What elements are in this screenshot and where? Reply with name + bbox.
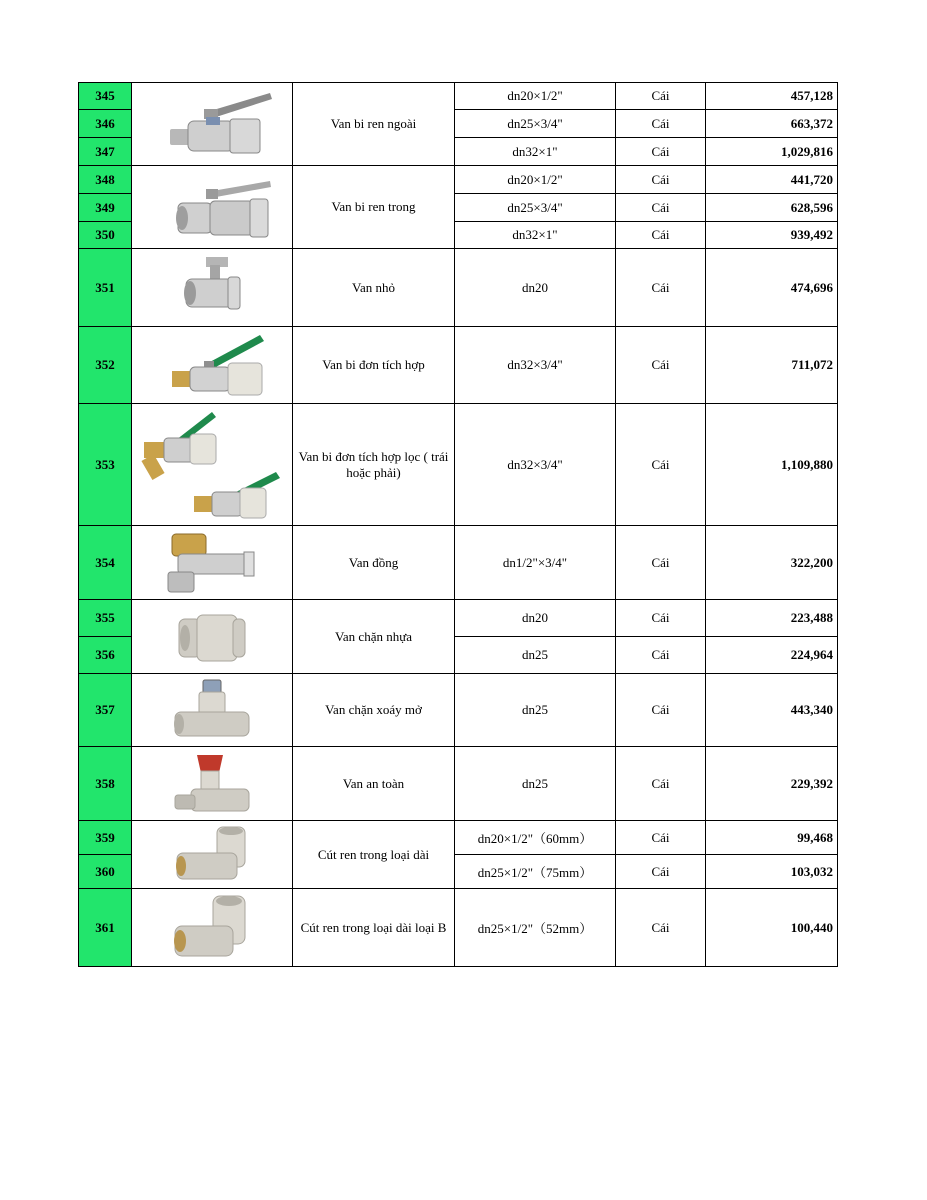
table-row [79,166,838,194]
price: 663,372 [706,110,838,138]
ball-valve-female-thread-icon [150,169,275,245]
price: 474,696 [706,249,838,327]
price: 939,492 [706,222,838,249]
spec: dn20×1/2" [455,166,616,194]
item-number: 357 [79,674,132,747]
unit: Cái [616,166,706,194]
spec: dn32×1" [455,138,616,166]
product-name: Cút ren trong loại dài loại B [293,889,455,967]
spec: dn20 [455,249,616,327]
price: 628,596 [706,194,838,222]
table-row [79,327,838,404]
item-number: 353 [79,404,132,526]
spec: dn32×3/4" [455,404,616,526]
product-name: Cút ren trong loại dài [293,821,455,889]
unit: Cái [616,222,706,249]
long-threaded-elbow-icon [167,823,257,887]
item-number: 350 [79,222,132,249]
unit: Cái [616,674,706,747]
price: 224,964 [706,637,838,674]
product-image-cell [132,166,293,249]
twist-stop-valve-icon [167,676,257,744]
price: 100,440 [706,889,838,967]
table-row [79,83,838,110]
price: 441,720 [706,166,838,194]
unit: Cái [616,747,706,821]
unit: Cái [616,637,706,674]
item-number: 347 [79,138,132,166]
item-number: 354 [79,526,132,600]
price: 1,029,816 [706,138,838,166]
item-number: 359 [79,821,132,855]
unit: Cái [616,889,706,967]
unit: Cái [616,821,706,855]
unit: Cái [616,138,706,166]
product-name: Van nhỏ [293,249,455,327]
product-image-cell [132,327,293,404]
spec: dn1/2"×3/4" [455,526,616,600]
spec: dn25×1/2"（52mm） [455,889,616,967]
price: 99,468 [706,821,838,855]
item-number: 360 [79,855,132,889]
product-image-cell [132,747,293,821]
brass-valve-icon [162,528,262,598]
item-number: 348 [79,166,132,194]
spec: dn25 [455,674,616,747]
product-image-cell [132,249,293,327]
product-image-cell [132,526,293,600]
product-image-cell [132,404,293,526]
product-name: Van chặn xoáy mở [293,674,455,747]
price: 1,109,880 [706,404,838,526]
product-image-cell [132,83,293,166]
unit: Cái [616,194,706,222]
unit: Cái [616,404,706,526]
long-threaded-elbow-b-icon [165,892,260,964]
spec: dn25×3/4" [455,194,616,222]
item-number: 356 [79,637,132,674]
price: 443,340 [706,674,838,747]
table-row [79,526,838,600]
table-row [79,674,838,747]
item-number: 361 [79,889,132,967]
product-image-cell [132,821,293,889]
plastic-stop-valve-icon [167,603,257,671]
unit: Cái [616,249,706,327]
spec: dn20×1/2" [455,83,616,110]
price: 223,488 [706,600,838,637]
product-name: Van bi ren trong [293,166,455,249]
item-number: 349 [79,194,132,222]
unit: Cái [616,83,706,110]
price: 103,032 [706,855,838,889]
price: 229,392 [706,747,838,821]
item-number: 352 [79,327,132,404]
item-number: 345 [79,83,132,110]
spec: dn25 [455,637,616,674]
spec: dn25×1/2"（75mm） [455,855,616,889]
product-name: Van bi đơn tích hợp lọc ( trái hoặc phải) [293,404,455,526]
price: 457,128 [706,83,838,110]
small-valve-icon [172,253,252,323]
price: 322,200 [706,526,838,600]
product-image-cell [132,889,293,967]
item-number: 351 [79,249,132,327]
price-table [78,82,838,967]
unit: Cái [616,600,706,637]
spec: dn32×1" [455,222,616,249]
spec: dn32×3/4" [455,327,616,404]
table-row [79,747,838,821]
product-name: Van chặn nhựa [293,600,455,674]
table-row [79,821,838,855]
product-name: Van đồng [293,526,455,600]
product-name: Van bi đơn tích hợp [293,327,455,404]
spec: dn20 [455,600,616,637]
table-row [79,889,838,967]
spec: dn25×3/4" [455,110,616,138]
spec: dn20×1/2"（60mm） [455,821,616,855]
spec: dn25 [455,747,616,821]
product-image-cell [132,600,293,674]
table-row [79,600,838,637]
table-row [79,249,838,327]
item-number: 358 [79,747,132,821]
table-row [79,404,838,526]
unit: Cái [616,526,706,600]
filter-ball-valve-icon [136,406,291,524]
unit: Cái [616,327,706,404]
safety-valve-icon [165,749,260,819]
product-name: Van bi ren ngoài [293,83,455,166]
unit: Cái [616,110,706,138]
ball-valve-male-thread-icon [150,85,275,163]
unit: Cái [616,855,706,889]
product-name: Van an toàn [293,747,455,821]
price: 711,072 [706,327,838,404]
product-image-cell [132,674,293,747]
item-number: 355 [79,600,132,637]
item-number: 346 [79,110,132,138]
integrated-ball-valve-icon [150,329,275,401]
